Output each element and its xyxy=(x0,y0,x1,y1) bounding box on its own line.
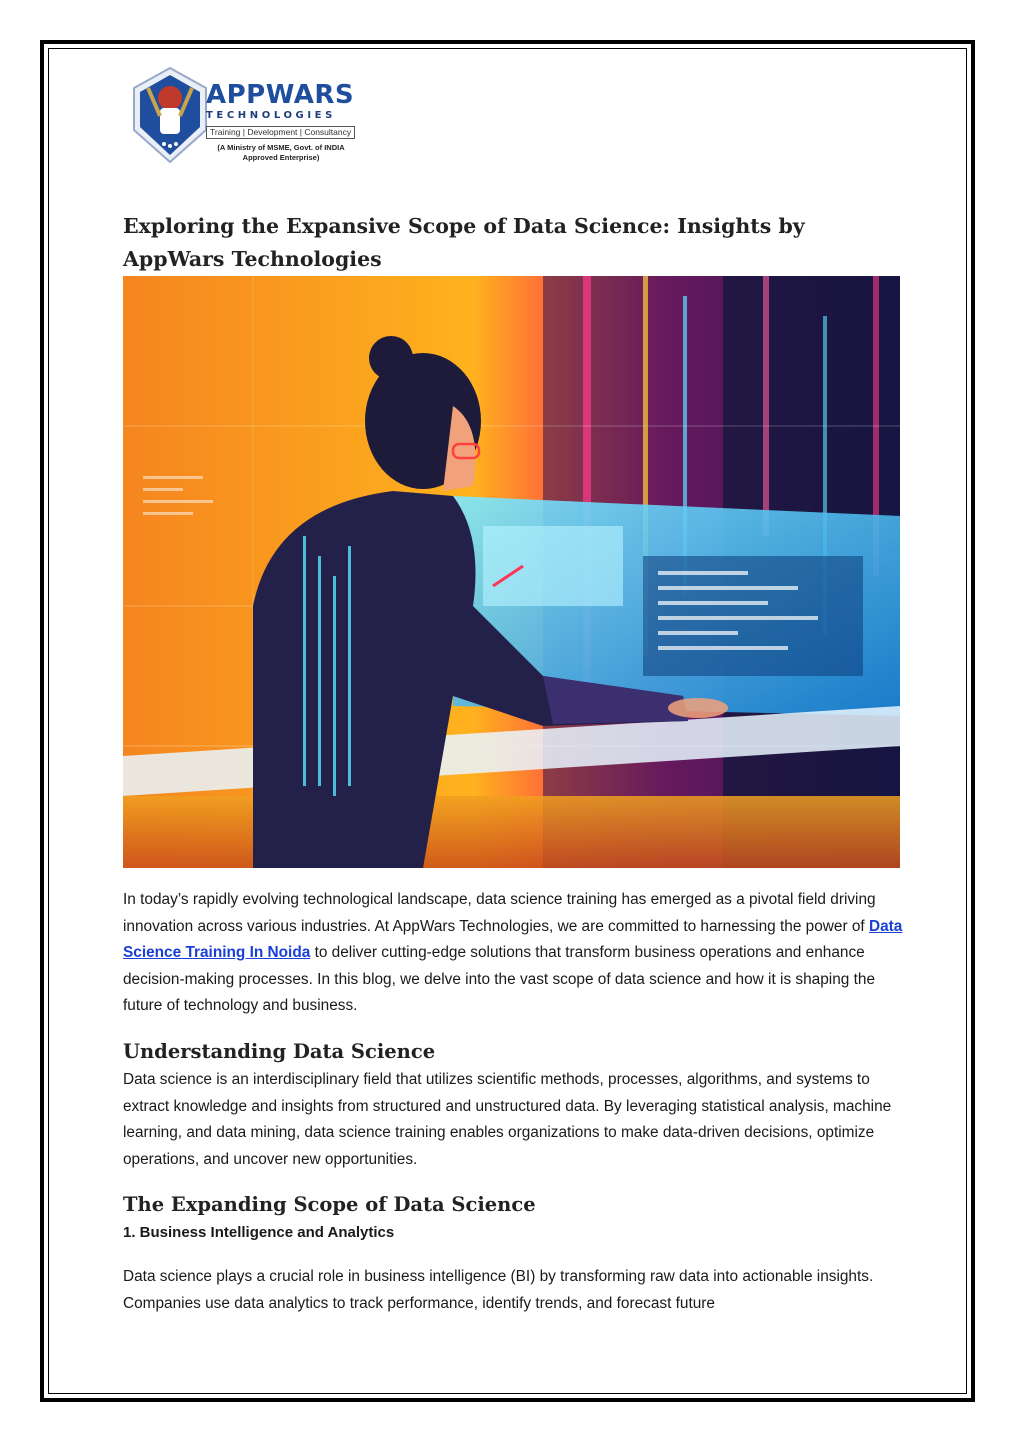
section-paragraph-bi: Data science plays a crucial role in business intelligence (BI) by transforming raw data into actionable insights. Companies use data analytics to track performance, identify trends, and forecast future xyxy=(123,1268,874,1312)
section-paragraph-understanding: Data science is an interdisciplinary field that utilizes scientific methods, processes, algorithms, and systems to extract knowledge and insights from structured and unstructured data. By leveraging statistical analysis, machine learning, and data mining, data science training enables organizations to make data-driven decisions, optimize operations, and uncover new opportunities. xyxy=(123,1071,892,1168)
hero-image xyxy=(123,276,900,868)
logo-text-block xyxy=(206,82,356,163)
article-title: Exploring the Expansive Scope of Data Science: Insights by AppWars Technologies xyxy=(123,214,805,271)
brand-tagline: Training | Development | Consultancy xyxy=(206,126,355,139)
subsection-heading-bi: 1. Business Intelligence and Analytics xyxy=(123,1224,395,1241)
brand-name: APPWARS xyxy=(206,80,355,110)
intro-paragraph xyxy=(123,887,908,1020)
brand-note xyxy=(206,143,356,163)
brand-subtitle: TECHNOLOGIES xyxy=(206,110,336,121)
brand-note-line2: Approved Enterprise) xyxy=(242,153,320,162)
section-heading-understanding: Understanding Data Science xyxy=(123,1040,436,1063)
intro-text-after-link: to deliver cutting-edge solutions that transform business operations and enhance decision-making processes. In this blog, we delve into the vast scope of data science and how it is shaping the future of technology and business. xyxy=(123,944,876,1015)
intro-text-before-link: In today’s rapidly evolving technological landscape, data science training has emerged as a pivotal field driving innovation across various industries. At AppWars Technologies, we are committed to harnessing the power of xyxy=(123,891,876,935)
section-heading-scope: The Expanding Scope of Data Science xyxy=(123,1193,536,1216)
data-science-training-link[interactable]: Data Science Training In Noida xyxy=(123,917,903,962)
brand-note-line1: (A Ministry of MSME, Govt. of INDIA xyxy=(217,143,345,152)
